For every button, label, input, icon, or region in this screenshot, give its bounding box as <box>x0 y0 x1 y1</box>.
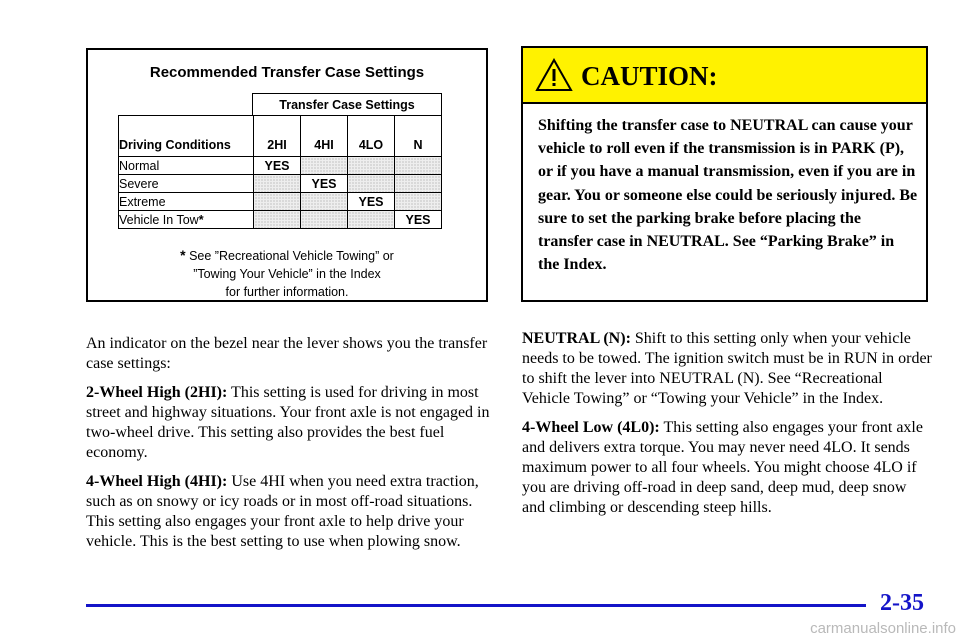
footnote-line: ”Towing Your Vehicle” in the Index <box>193 267 381 281</box>
two-wheel-high-paragraph <box>86 383 496 463</box>
four-wheel-high-paragraph <box>86 472 496 552</box>
setting-cell <box>348 175 395 193</box>
paragraph-label: 4-Wheel High (4HI): <box>86 473 228 490</box>
left-column <box>86 334 496 561</box>
table-row <box>119 193 442 211</box>
right-column <box>522 329 932 527</box>
setting-cell <box>348 157 395 175</box>
setting-cell <box>254 175 301 193</box>
neutral-paragraph <box>522 329 932 409</box>
paragraph-text: This setting is used for driving in most street and highway situations. Your front axle is not engaged in two-wheel drive. This setting also provides the best fuel economy. <box>86 384 490 461</box>
transfer-case-settings-header: Transfer Case Settings <box>252 93 442 115</box>
paragraph-text: Use 4HI when you need extra traction, such as on snowy or icy roads or in most off-road situations. This setting also engages your front axle to help drive your vehicle. This is the best setting to use when plowing snow. <box>86 473 479 550</box>
setting-cell <box>395 157 442 175</box>
tow-footnote-marker: * <box>198 212 204 227</box>
condition-label: Vehicle In Tow <box>119 212 199 227</box>
setting-cell <box>301 193 348 211</box>
warning-triangle-icon <box>535 58 573 92</box>
watermark: carmanualsonline.info <box>810 620 956 637</box>
table-row <box>119 211 442 229</box>
setting-cell <box>301 157 348 175</box>
table-header-row <box>119 116 442 157</box>
page-number: 2-35 <box>880 590 924 616</box>
setting-cell <box>254 193 301 211</box>
paragraph-text: This setting also engages your front axle and delivers extra torque. You may never need 4LO. It sends maximum power to all four wheels. You might choose 4LO if you are driving off-road in deep sand, deep mud, deep snow and climbing or descending steep hills. <box>522 419 923 516</box>
footnote-asterisk: * <box>180 247 186 263</box>
caution-box <box>521 46 928 302</box>
four-wheel-low-paragraph <box>522 418 932 518</box>
paragraph-text: Shift to this setting only when your vehicle needs to be towed. The ignition switch must be in RUN in order to shift the lever into NEUTRAL (N). See “Recreational Vehicle Towing” or “Towing your Vehicle” in the Index. <box>522 330 932 407</box>
setting-cell <box>301 211 348 229</box>
setting-cell: YES <box>301 175 348 193</box>
table-row <box>119 157 442 175</box>
paragraph-label: 2-Wheel High (2HI): <box>86 384 228 401</box>
condition-cell: Extreme <box>119 193 254 211</box>
setting-cell <box>395 175 442 193</box>
driving-conditions-header: Driving Conditions <box>119 116 254 157</box>
setting-cell: YES <box>395 211 442 229</box>
column-header-n: N <box>395 116 442 157</box>
setting-cell <box>348 211 395 229</box>
paragraph-label: NEUTRAL (N): <box>522 330 631 347</box>
caution-header <box>523 48 926 104</box>
caution-text: Shifting the transfer case to NEUTRAL can cause your vehicle to roll even if the transmission is in PARK (P), or if you have a manual transmission, even if you are in gear. You or someone else could be seriously injured. Be sure to set the parking brake before placing the transfer case in NEUTRAL. See “Parking Brake” in the Index. <box>538 117 918 274</box>
setting-cell: YES <box>348 193 395 211</box>
column-header-2hi: 2HI <box>254 116 301 157</box>
condition-cell <box>119 211 254 229</box>
footnote-line: for further information. <box>225 285 349 299</box>
column-header-4lo: 4LO <box>348 116 395 157</box>
footnote-text: See ”Recreational Vehicle Towing” or <box>189 249 394 263</box>
column-header-4hi: 4HI <box>301 116 348 157</box>
intro-paragraph: An indicator on the bezel near the lever shows you the transfer case settings: <box>86 335 488 372</box>
paragraph-label: 4-Wheel Low (4L0): <box>522 419 660 436</box>
setting-cell <box>395 193 442 211</box>
settings-table <box>118 115 442 229</box>
caution-title: CAUTION: <box>581 61 718 91</box>
setting-cell: YES <box>254 157 301 175</box>
footer-rule <box>86 604 866 607</box>
table-row <box>119 175 442 193</box>
transfer-case-settings-figure <box>86 48 488 302</box>
footnote-line <box>88 246 486 265</box>
condition-cell: Severe <box>119 175 254 193</box>
figure-footnote <box>88 246 486 301</box>
setting-cell <box>254 211 301 229</box>
condition-cell: Normal <box>119 157 254 175</box>
figure-title: Recommended Transfer Case Settings <box>149 64 425 81</box>
